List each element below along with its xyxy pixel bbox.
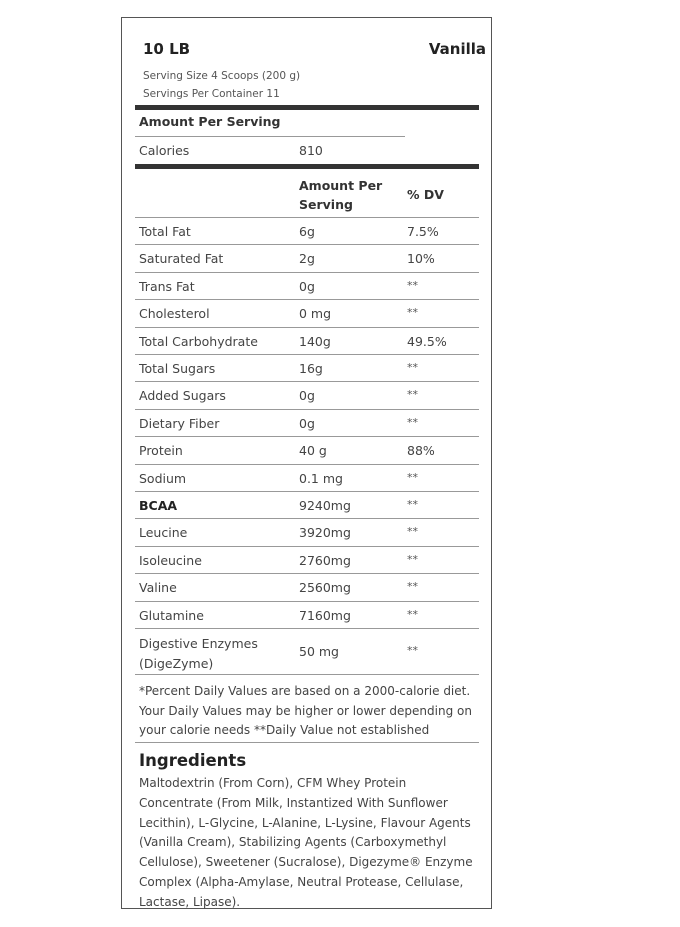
serving-size: Serving Size 4 Scoops (200 g) (143, 70, 301, 82)
nutrient-name: Sodium (139, 470, 187, 486)
row-divider (135, 272, 479, 273)
row-divider (135, 464, 479, 465)
nutrient-dv: ** (407, 607, 418, 621)
nutrient-name: Total Sugars (139, 361, 216, 376)
dv-header: % DV (407, 187, 444, 202)
nutrient-dv: 7.5% (407, 224, 439, 239)
calories-value: 810 (299, 143, 323, 158)
nutrient-name: Dietary Fiber (139, 415, 220, 431)
nutrient-dv: ** (407, 388, 418, 402)
calories-label: Calories (139, 143, 190, 158)
thick-divider (135, 105, 479, 110)
nutrient-name: Isoleucine (139, 552, 202, 568)
nutrient-dv: ** (407, 552, 418, 566)
nutrient-name: Valine (139, 580, 177, 596)
row-divider (135, 518, 479, 519)
divider (135, 217, 479, 218)
nutrition-label (121, 17, 492, 909)
nutrient-amount: 7160mg (299, 607, 351, 623)
row-divider (135, 244, 479, 245)
nutrient-amount: 2560mg (299, 580, 351, 596)
row-divider (135, 299, 479, 300)
nutrient-name: Total Fat (139, 224, 191, 239)
divider (135, 136, 405, 137)
nutrient-name: Protein (139, 443, 183, 459)
nutrient-amount: 6g (299, 224, 315, 239)
row-divider (135, 546, 479, 547)
nutrient-dv: ** (407, 498, 418, 511)
divider (135, 742, 479, 743)
row-divider (135, 354, 479, 355)
amount-header: Amount Per Serving (299, 178, 383, 212)
row-divider (135, 327, 479, 328)
nutrient-amount: 16g (299, 361, 323, 376)
nutrient-name: Leucine (139, 525, 188, 541)
row-divider (135, 491, 479, 492)
product-size: 10 LB (143, 40, 191, 58)
footnote: *Percent Daily Values are based on a 2000-calorie diet. Your Daily Values may be higher or lower depending on your calorie needs **Daily Value not established (139, 684, 472, 737)
nutrient-dv: ** (407, 525, 418, 539)
amount-per-serving-heading: Amount Per Serving (139, 114, 281, 129)
label-header (143, 40, 486, 64)
nutrient-amount: 0g (299, 278, 315, 294)
row-divider (135, 628, 479, 629)
nutrient-name: Total Carbohydrate (139, 333, 258, 349)
nutrient-amount: 0g (299, 388, 315, 404)
nutrient-amount: 0.1 mg (299, 470, 343, 486)
nutrient-dv: ** (407, 470, 418, 484)
row-divider (135, 409, 479, 410)
nutrient-amount: 2760mg (299, 552, 351, 568)
nutrient-name: Saturated Fat (139, 251, 224, 267)
enzymes-dv: ** (407, 644, 418, 657)
product-flavor: Vanilla (428, 40, 486, 58)
nutrient-amount: 140g (299, 333, 331, 349)
nutrient-name: Added Sugars (139, 388, 226, 404)
nutrient-name: Glutamine (139, 607, 204, 623)
nutrient-dv: ** (407, 361, 418, 374)
row-divider (135, 381, 479, 382)
nutrient-dv: 49.5% (407, 333, 447, 349)
nutrient-dv: ** (407, 306, 418, 320)
nutrient-name: Cholesterol (139, 306, 210, 322)
enzymes-amount: 50 mg (299, 644, 339, 659)
enzymes-name: Digestive Enzymes (DigeZyme) (139, 636, 258, 671)
row-divider (135, 436, 479, 437)
ingredients-text: Maltodextrin (From Corn), CFM Whey Protein Concentrate (From Milk, Instantized With Sunflower Lecithin), L-Glycine, L-Alanine, L-Lysine, Flavour Agents (Vanilla Cream), Stabilizing Agents (Carboxymethyl Cellulose), Sweetener (Sucralose), Digezyme® Enzyme Complex (Alpha-Amylase, Neutral Protease, Cellulase, Lactase, Lipase). (139, 776, 473, 909)
nutrient-amount: 0 mg (299, 306, 332, 322)
row-divider (135, 601, 479, 602)
servings-per-container: Servings Per Container 11 (143, 88, 280, 100)
ingredients-title: Ingredients (139, 751, 247, 770)
nutrient-amount: 40 g (299, 443, 327, 459)
nutrient-name: BCAA (139, 498, 178, 513)
nutrient-amount: 2g (299, 251, 315, 267)
nutrient-amount: 9240mg (299, 498, 351, 513)
nutrient-dv: ** (407, 580, 418, 594)
nutrient-dv: 10% (407, 251, 435, 267)
nutrient-dv: ** (407, 415, 418, 429)
nutrient-dv: ** (407, 278, 418, 292)
row-divider (135, 573, 479, 574)
divider (135, 674, 479, 675)
nutrient-amount: 0g (299, 415, 315, 431)
nutrient-dv: 88% (407, 443, 435, 459)
nutrient-amount: 3920mg (299, 525, 351, 541)
nutrient-name: Trans Fat (139, 278, 195, 294)
thick-divider (135, 164, 479, 169)
